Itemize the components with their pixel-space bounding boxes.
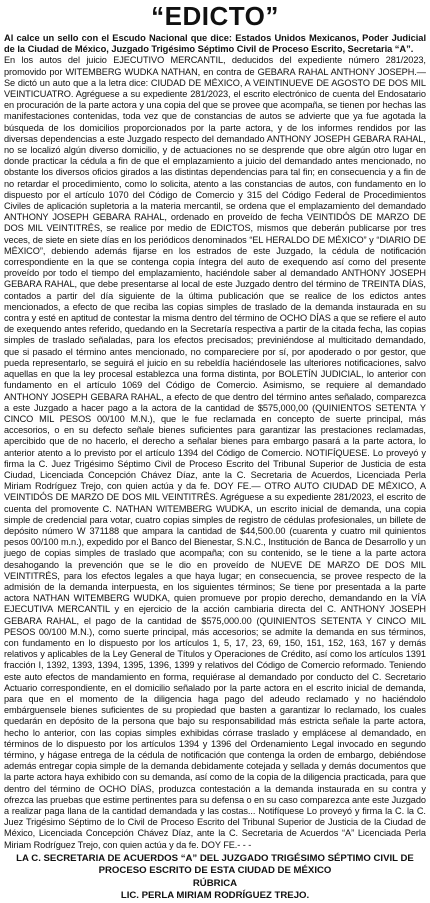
document-title: “EDICTO” (151, 1, 279, 31)
seal-description: Al calce un sello con el Escudo Nacional que dice: Estados Unidos Mexicanos, Poder Judicial de la Ciudad de México, Juzgado Trigésimo Séptimo Civil de Proceso Escrito, Secretaria “A”. (4, 33, 426, 55)
signature-name: LIC. PERLA MIRIAM RODRÍGUEZ TREJO. (120, 890, 310, 902)
signature-block (4, 853, 426, 903)
edict-body: En los autos del juicio EJECUTIVO MERCANTIL, deducidos del expediente número 281/2023, promovido por WITEMBERG WUDKA NATHAN, en contra de GEBARA RAHAL ANTHONY JOSEPH.— Se dictó un auto que a la letra dice: CIUDAD DE MÉXICO, A VEINTINUEVE DE AGOSTO DE DOS MIL VEINTICUATRO. Agréguese a su expediente 281/2023, el escrito electrónico de cuenta del Endosatario en procuración de la parte actora y una copia del que se provee que acompaña, se tienen por hechas las manifestaciones contenidas, toda vez que de constancias de autos se advierte que ya fue agotada la búsqueda de los domicilios proporcionados por la parte actora, y de los informes rendidos por las diversas dependencias a este Juzgado respecto del demandado ANTHONY JOSEPH GEBARA RAHAL, no se localizó algún diverso domicilio, y de actuaciones no se desprende que obre algún otro lugar en donde practicar la cédula a fin de que el emplazamiento a juicio del demandado antes mencionado, no obstante los diversos oficios girados a las distintas dependencias para tal fin; en consecuencia y a fin de no retardar el procedimiento, como lo solicita, atento a las constancias de autos, con fundamento en lo dispuesto por el artículo 1070 del Código de Comercio y 315 del Código Federal de Procedimientos Civiles de aplicación supletoria a la materia mercantil, se ordena que el emplazamiento del demandado ANTHONY JOSEPH GEBARA RAHAL, ordenado en proveído de fecha VEINTIDÓS DE MARZO DE DOS MIL VEINTITRÉS, se realice por medio de EDICTOS, mismos que deberán publicarse por tres veces, de siete en siete días en los periódicos denominados “EL HERALDO DE MÉXICO” y “DIARIO DE MÉXICO”, debiendo además fijarse en los estrados de este Juzgado, la cédula de notificación correspondiente en la que se contenga copia íntegra del auto de exequendo así como del presente proveído por todo el tiempo del emplazamiento, haciéndole saber al demandado ANTHONY JOSEPH GEBARA RAHAL, que debe presentarse al local de este Juzgado dentro del término de TREINTA DÍAS, contados a partir del día siguiente de la última publicación que se realice de los edictos antes mencionados, a efecto de que reciba las copias simples de traslado de la demanda instaurada en su contra y esté en aptitud de contestar la misma dentro del término de OCHO DÍAS a que se refiere el auto de exequendo antes referido, quedando en la Secretaría respectiva a partir de la citada fecha, las copias simples de traslado señaladas, para los efectos precisados; previniéndose al multicitado demandado, que si pasado el término antes mencionado, no compareciere por sí, por apoderado o por gestor, que pueda representarlo, se seguirá el juicio en su rebeldía haciéndosele las ulteriores notificaciones, salvo aquellas en que la ley procesal establezca una forma distinta, por BOLETÍN JUDICIAL, lo anterior con fundamento en el artículo 1069 del Código de Comercio. Asimismo, se requiere al demandado ANTHONY JOSEPH GEBARA RAHAL, a efecto de que dentro del término antes señalado, comparezca a este Juzgado a hacer pago a la actora de la cantidad de $575,000,00 (QUINIENTOS SETENTA Y CINCO MIL PESOS 00/100 M.N.), que le fue reclamada en concepto de suerte principal, más accesorios, o en su defecto señale bienes suficientes para garantizar las prestaciones reclamadas, apercibido que de no hacerlo, el derecho a señalar bienes para embargo pasará a la parte actora, lo anterior atento a lo previsto por el artículo 1394 del Código de Comercio. NOTIFÍQUESE. Lo proveyó y firma la C. Juez Trigésimo Séptimo Civil de Proceso Escrito del Tribunal Superior de Justicia de esta Ciudad, Licenciada Concepción Chávez Díaz, ante la C. Secretaria de Acuerdos, Licenciada Perla Miriam Rodríguez Trejo, con quien actúa y da fe. DOY FE.— OTRO AUTO CIUDAD DE MÉXICO, A VEINTIDÓS DE MARZO DE DOS MIL VEINTITRÉS. Agréguese a su expediente 281/2023, el escrito de cuenta del promovente C. NATHAN WITEMBERG WUDKA, un escrito inicial de demanda, una copia simple de credencial para votar, cuatro copias simples de registro de cédulas profesionales, un billete de depósito número W 371188 que ampara la cantidad de $44,500.00 (cuarenta y cuatro mil quinientos pesos 00/100 m.n.), expedido por el Banco del Bienestar, S.N.C., Institución de Banca de Desarrollo y un juego de copias simples de traslado que acompaña; con su contenido, se le tiene a la parte actora desahogando la prevención que se le dio en proveído de NUEVE DE MARZO DE DOS MIL VEINTITRÉS, para los efectos legales a que haya lugar; en consecuencia, se provee respecto de la admisión de la demanda interpuesta, en los siguientes términos; Se tiene por presentada a la parte actora NATHAN WITEMBERG WUDKA, quien promueve por propio derecho, demandando en la VÍA EJECUTIVA MERCANTIL y en ejercicio de la acción cambiaria directa del C. ANTHONY JOSEPH GEBARA RAHAL, el pago de la cantidad de $575,000.00 (QUINIENTOS SETENTA Y CINCO MIL PESOS 00/100 M.N.), como suerte principal, más accesorios; se admite la demanda en sus términos, con fundamento en lo dispuesto por los artículos 1, 5, 17, 23, 69, 150, 151, 152, 163, 167 y demás relativos y aplicables de la Ley General de Títulos y Operaciones de Crédito, así como los artículos 1391 fracción I, 1392, 1393, 1394, 1395, 1396, 1399 y relativos del Código de Comercio reformado. Teniendo este auto efectos de mandamiento en forma, requiérase al demandado por conducto del C. Secretario Actuario correspondiente, en el domicilio señalado por la parte actora en el escrito inicial de demanda, para que en el momento de la diligencia haga pago del adeudo reclamado y no haciéndolo embárguensele bienes suficientes de su propiedad que basten a garantizar lo reclamado, los cuales quedarán en depósito de la persona que bajo su responsabilidad más estricta señale la parte actora, hecho lo anterior, con las copias simples exhibidas córrase traslado y emplácese al demandado, en términos de lo dispuesto por los artículos 1394 y 1396 del Ordenamiento Legal invocado en segundo término, y hágase entrega de la cédula de notificación que contenga la orden de embargo, debiéndose además entregar copia simple de la demanda debidamente cotejada y sellada y demás documentos que la parte actora haya exhibido con su demanda, así como de la copia de la diligencia practicada, para que dentro del término de OCHO DÍAS, produzca contestación a la demanda instaurada en su contra y ofrezca las pruebas que estime pertinentes para su defensa o en su caso comparezca ante este Juzgado a realizar paga llana de la cantidad demandada y las costas... Notifíquese Lo proveyó y firma la C. la C. Juez Trigésimo Séptimo de lo Civil de Proceso Escrito del Tribunal Superior de Justicia de la Ciudad de México, Licenciada Concepción Chávez Díaz, ante la C. Secretaria de Acuerdos “A” Licenciada Perla Miriam Rodríguez Trejo, con quien actúa y da fe. DOY FE.- - - (4, 55, 426, 850)
edict-document (4, 0, 426, 902)
signature-rubrica: RÚBRICA (192, 877, 238, 889)
signature-secretary-title: LA C. SECRETARIA DE ACUERDOS “A” DEL JUZGADO TRIGÉSIMO SÉPTIMO CIVIL DE PROCESO ESCRITO DE ESTA CIUDAD DE MÉXICO (16, 852, 414, 877)
